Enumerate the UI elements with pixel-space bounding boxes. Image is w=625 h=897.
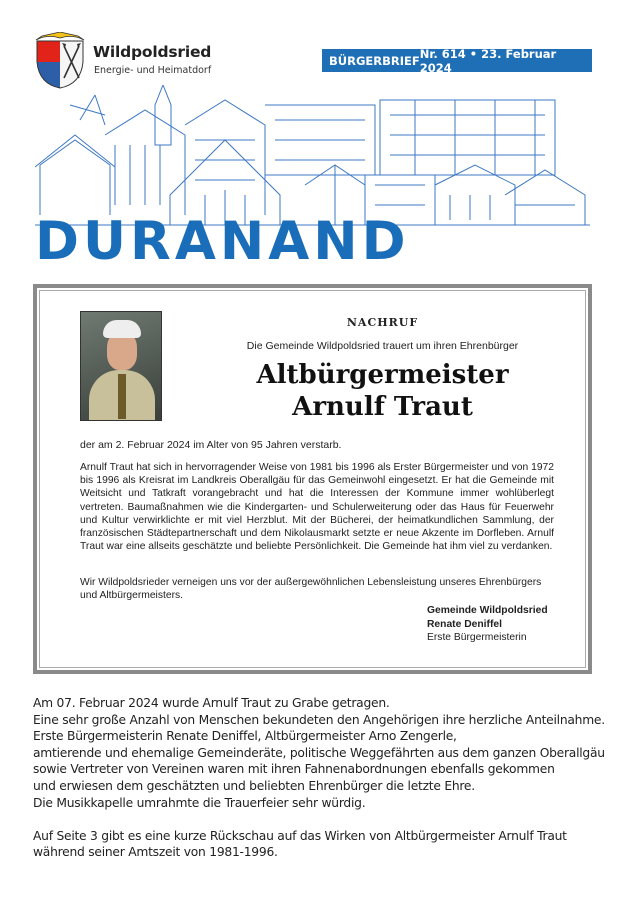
brand-name: Wildpoldsried: [93, 43, 212, 61]
issue-number-date: Nr. 614 • 23. Februar 2024: [419, 46, 557, 75]
article-line: Erste Bürgermeisterin Renate Deniffel, Altbürgermeister Arno Zengerle,: [33, 729, 457, 744]
obituary-lead: Die Gemeinde Wildpoldsried trauert um ihren Ehrenbürger: [246, 340, 519, 352]
masthead-title: DURANAND: [35, 211, 410, 272]
signature-municipality: Gemeinde Wildpoldsried: [427, 605, 548, 616]
obituary-title-line2: Arnulf Traut: [292, 392, 473, 422]
obituary-title: [180, 359, 585, 423]
article-line: während seiner Amtszeit von 1981-1996.: [33, 845, 278, 860]
portrait-photo: [80, 311, 162, 421]
brand-tagline: Energie- und Heimatdorf: [94, 65, 212, 76]
signature-role: Erste Bürgermeisterin: [427, 632, 527, 643]
article-text: [33, 695, 603, 861]
issue-bar: [322, 46, 592, 75]
article-line: und erwiesen dem geschätzten und beliebten Ehrenbürger die letzte Ehre.: [33, 778, 475, 793]
article-line: amtierende und ehemalige Gemeinderäte, politische Weggefährten aus dem ganzen Oberallgäu: [33, 745, 605, 760]
obituary-title-line1: Altbürgermeister: [256, 360, 509, 390]
obituary-closing: Wir Wildpoldsrieder verneigen uns vor der außergewöhnlichen Lebensleistung unseres Ehrenbürgers und Altbürgermeisters.: [80, 577, 542, 602]
newsletter-label: BÜRGERBRIEF: [329, 53, 420, 68]
article-line: Die Musikkapelle umrahmte die Trauerfeier sehr würdig.: [33, 795, 366, 810]
article-line: Am 07. Februar 2024 wurde Arnulf Traut zu Grabe getragen.: [33, 696, 390, 710]
obituary-notice: [33, 284, 592, 674]
coat-of-arms-logo: [33, 32, 87, 90]
obituary-kicker: NACHRUF: [346, 316, 419, 329]
signature-name: Renate Deniffel: [427, 618, 502, 630]
obituary-signature: [427, 604, 548, 645]
obituary-death-line: der am 2. Februar 2024 im Alter von 95 Jahren verstarb.: [80, 439, 342, 451]
article-line: Auf Seite 3 gibt es eine kurze Rückschau auf das Wirken von Altbürgermeister Arnulf Traut: [33, 828, 567, 843]
obituary-body: Arnulf Traut hat sich in hervorragender Weise von 1981 bis 1996 als Erster Bürgermeister und von 1972 bis 1996 als Kreisrat im Landkreis Oberallgäu für das Gemeinwohl eingesetzt. Er hat die Gemeinde mit Weitsicht und Tatkraft vorangebracht und hat die Interessen der Kommune immer wohlüberlegt vertreten. Baumaßnahmen wie die Kindergarten- und Schulerweiterung oder das Haus für Feuerwehr und Kultur verwirklichte er mit viel Herzblut. Mit der Bücherei, der heimatkundlichen Sammlung, der französischen Städtepartnerschaft und dem Nikolausmarkt setzte er neue Akzente im Dorfleben. Arnulf Traut war eine allseits geschätzte und beliebte Persönlichkeit. Die Gemeinde hat ihm viel zu verdanken.: [80, 462, 554, 553]
article-line: Eine sehr große Anzahl von Menschen bekundeten den Angehörigen ihre herzliche Anteilnahme.: [33, 712, 605, 727]
article-line: sowie Vertreter von Vereinen waren mit ihren Fahnenabordnungen ebenfalls gekommen: [33, 762, 555, 777]
